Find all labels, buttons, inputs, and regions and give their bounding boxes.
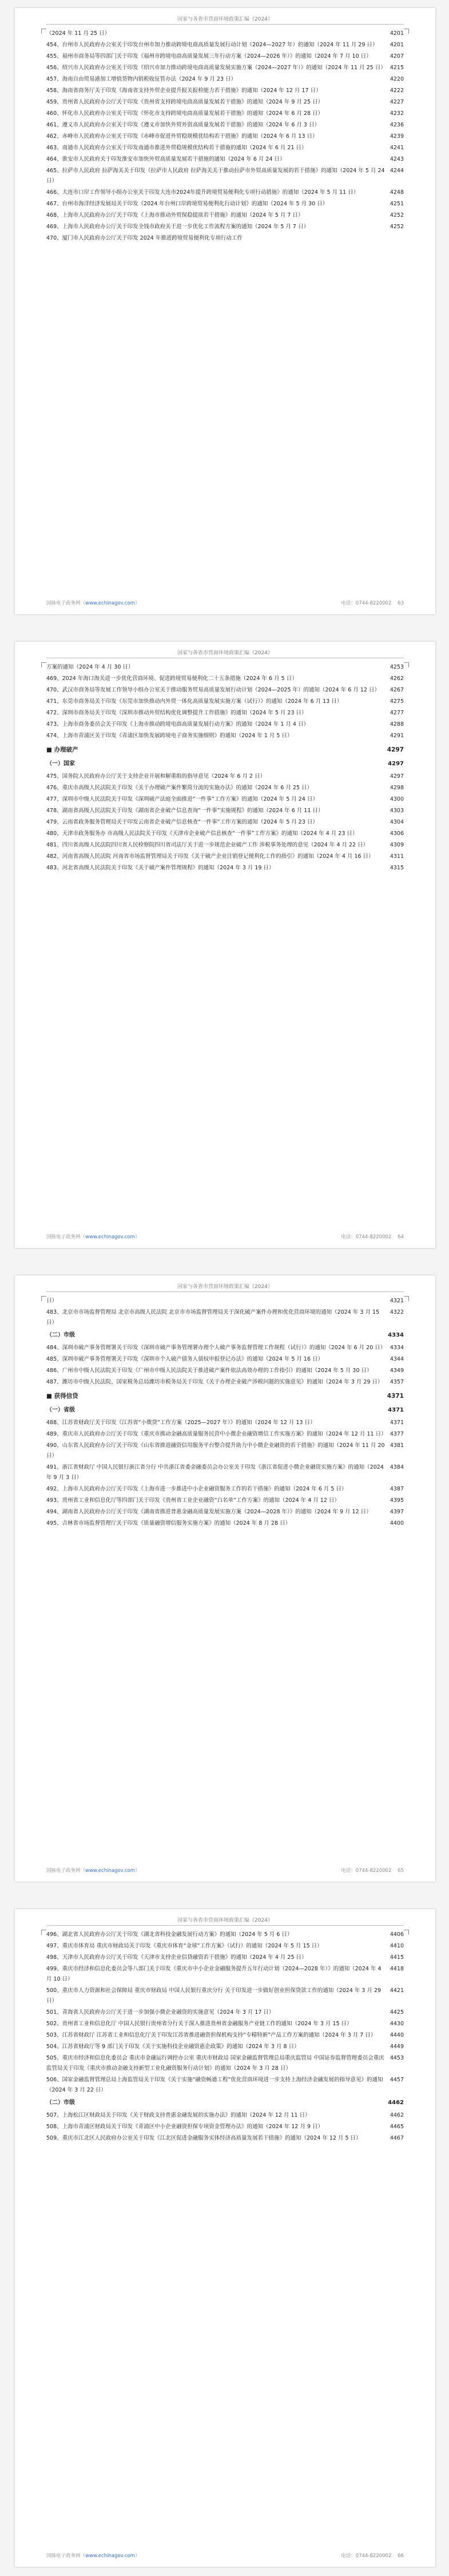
toc-entry-title: 505、重庆市经济和信息化委员会 重庆市金融运行调控办公室 重庆市财政局 国家金融监督管理总局重庆监管局 中国证券监督管理委员会重庆监管局关于印发《重庆市推动金融支持新型工业化融资服务行动计划》的通知（2024 年 3 月 28 日） (46, 2055, 384, 2072)
toc-entry[interactable] (46, 863, 404, 873)
toc-entry[interactable] (46, 1377, 404, 1388)
toc-page-number: 4371 (387, 1393, 404, 1400)
toc-entry-title: 467、台州市海洋经济发展局关于印发《2024 年台州口岸跨境贸易便利化行动计划》的通知（2024 年 5 月 30 日） (46, 201, 328, 207)
toc-entry[interactable] (46, 840, 404, 850)
toc-entry-title: （二）市级 (46, 1332, 75, 1338)
toc-entry-title: 500、重庆市人力资源和社会保障局 重庆市财政局 中国人民银行重庆分行 关于印发进一步做好创业担保贷款工作的通知（2024 年 3 月 29 日） (46, 1987, 382, 2004)
footer-link[interactable]: www.echinagov.com (85, 601, 135, 606)
toc-entry[interactable] (46, 1930, 404, 1940)
toc-entry[interactable] (46, 1354, 404, 1365)
toc-entry[interactable] (46, 222, 404, 232)
toc-entry[interactable] (46, 188, 404, 198)
toc-entry-title: 494、湖南省人民政府办公厅关于印发《湖南省推进普惠金融高质量发展实施方案（2024—2028 年）》的通知（2024 年 9 月 12 日） (46, 1509, 372, 1515)
toc-entry-title: 492、上海市人民政府办公厅关于印发《上海市进一步推进中小企业融资服务工作的若干措施》的通知（2024 年 6 月 5 日） (46, 1486, 347, 1492)
toc-entry[interactable] (46, 1343, 404, 1353)
toc-page-number: 4462 (390, 2112, 404, 2118)
toc-entry-title: 476、重庆市高级人民法院关于印发《关于办理破产案件繁简分流的实施办法》的通知（2024 年 6 月 25 日） (46, 785, 313, 791)
toc-page-number: 4344 (390, 1356, 404, 1362)
toc-page-number: 4277 (390, 710, 404, 716)
toc-entry[interactable] (46, 40, 404, 50)
corner-mark (41, 1296, 46, 1301)
toc-entry-title: 464、淮安市人民政府关于印发淮安市加快外贸高质量发展若干措施的通知（2024 年 6 月 24 日） (46, 156, 285, 162)
toc-entry-title: 504、江苏省财政厅等 9 部门关于印发《关于实施科技企业融资惠企政策》的通知（2024 年 3 月 8 日） (46, 2044, 300, 2050)
corner-mark (404, 29, 409, 34)
toc-entry-title: 473、上海市商务委员会关于印发《上海市推动跨境电商高质量发展行动方案》的通知（2024 年 1 月 4 日） (46, 721, 309, 728)
toc-entry[interactable] (46, 794, 404, 805)
toc-entry[interactable] (46, 1366, 404, 1376)
toc-page-number: 4371 (388, 1407, 404, 1413)
toc-entry[interactable] (46, 132, 404, 142)
page-header: 国家与各省市营商环境政策汇编（2024） (177, 1284, 273, 1290)
toc-entry[interactable] (46, 1418, 404, 1428)
header-divider (46, 1291, 404, 1292)
toc-page-number: 4253 (390, 664, 404, 670)
page-header: 国家与各省市营商环境政策汇编（2024） (177, 1918, 273, 1923)
toc-page-number: 4410 (390, 1943, 404, 1949)
toc-page-number: 4465 (390, 2124, 404, 2130)
toc-page-number: 4415 (390, 1954, 404, 1961)
toc-entry[interactable] (46, 97, 404, 108)
toc-page-number: 4334 (388, 1332, 404, 1338)
toc-entry[interactable] (46, 1496, 404, 1506)
toc-page-number: 4248 (390, 189, 404, 196)
toc-entry[interactable] (46, 817, 404, 828)
toc-page-number: 4462 (388, 2100, 404, 2106)
toc-entry-title: 503、江苏省财政厅 江苏省工业和信息化厅关于印发江苏省推进融资担保机构支持“专精特新”产品工作方案的通知（2024 年 3 月 7 日） (46, 2032, 376, 2038)
toc-entry[interactable] (46, 1441, 404, 1461)
toc-section-heading[interactable] (46, 744, 404, 756)
toc-page-number: 4311 (390, 853, 404, 860)
toc-entry[interactable] (46, 1518, 404, 1529)
toc-entry-title: 479、云南省政务服务管理局关于印发云南省企业破产信息核查“一件事”工作方案的通知（2024 年 5 月 23 日） (46, 819, 318, 825)
toc-entry[interactable] (46, 2019, 404, 2029)
toc-entry-title: 460、怀化市人民政府办公室关于印发《怀化市支持跨境电商高质量发展若干措施》的通知（2024 年 6 月 28 日） (46, 110, 324, 117)
footer-link[interactable]: www.echinagov.com (85, 1868, 135, 1874)
toc-entry-title: 466、大连市口岸工作领导小组办公室关于印发大连市2024年提升跨境贸易便利化专项行动措施》的通知（2024 年 5 月 11 日） (46, 189, 359, 196)
toc-entry-title: 485、深圳市破产事务管理署关于印发《深圳市个人破产债务人债权申报登记办法》的通知（2024 年 5 月 16 日） (46, 1356, 324, 1362)
toc-page-number: 4397 (390, 1509, 404, 1515)
toc-entry-title: （2024 年 11 月 25 日） (46, 30, 110, 37)
toc-entry[interactable] (46, 829, 404, 839)
toc-entry-title: 454、台州市人民政府办公室关于印发台州市加力推动跨境电商高质量发展行动计划（2024—2027 年）的通知（2024 年 11 月 29 日） (46, 42, 378, 48)
toc-entry[interactable] (46, 731, 404, 741)
toc-entry[interactable] (46, 772, 404, 782)
toc-entry[interactable] (46, 143, 404, 153)
toc-entry[interactable] (46, 29, 404, 39)
toc-page-number: 4244 (390, 168, 404, 174)
footer-phone: 电话：0744-8220002 65 (341, 1868, 404, 1874)
document-page (15, 1909, 435, 2567)
toc-entry-title: 469、2024 年海口海关进一步优化营商环境、促进跨境贸易便利化二十五条措施（2024 年 6 月 5 日） (46, 675, 297, 682)
toc-page-number: 4440 (390, 2032, 404, 2038)
corner-mark (404, 1930, 409, 1935)
toc-entry[interactable] (46, 2110, 404, 2121)
toc-page-number: 4430 (390, 2021, 404, 2027)
toc-subsection-heading[interactable] (46, 1405, 404, 1416)
toc-page-number: 4384 (390, 1464, 404, 1470)
toc-entry-title: 457、海南自由贸易港加工增值货物内销税收征管办法（2024 年 9 月 23 日） (46, 76, 237, 82)
toc-entry[interactable] (46, 63, 404, 73)
toc-entry[interactable] (46, 1941, 404, 1951)
toc-entry[interactable] (46, 2030, 404, 2041)
footer-source: 国脉电子政务网（www.echinagov.com） (46, 1234, 140, 1240)
toc-list (46, 662, 404, 874)
toc-entry-title: 469、上海市人民政府办公厅关于印发全钱市政府关于进一步优化工作流程方案的通知（2024 年 5 月 7 日） (46, 224, 309, 230)
toc-entry-title: 458、海南省商务厅关于印发《海南省支持外贸企业提升报关报检能力若干措施》的通知（2024 年 12 月 17 日） (46, 88, 321, 94)
page-footer (46, 2552, 404, 2559)
toc-page-number: 4297 (388, 761, 404, 767)
corner-mark (41, 1930, 46, 1935)
toc-page-number: 4222 (390, 88, 404, 94)
toc-entry-title: 462、赤峰市人民政府办公室关于印发《赤峰市促进外贸稳规模优结构若干措施》的通知（2024 年 6 月 13 日） (46, 133, 318, 140)
toc-entry-title: 484、深圳市破产事务管理署关于印发《深圳市破产事务管理署办理个人破产事务监督管理工作规程（试行）》的通知（2024 年 6 月 20 日） (46, 1345, 386, 1351)
toc-entry[interactable] (46, 2007, 404, 2018)
document-page (15, 8, 435, 614)
toc-page-number: 4236 (390, 122, 404, 128)
toc-entry-title: 501、青海省人民政府办公厅关于进一步加强小微企业融资的实施意见（2024 年 3 月 17 日） (46, 2009, 275, 2016)
page-number: 63 (398, 601, 404, 606)
toc-entry-title: 507、上海松江区财政局关于印发《关于财政支持普惠金融发展的实施办法》的通知（2024 年 12 月 11 日） (46, 2112, 311, 2118)
footer-link[interactable]: www.echinagov.com (85, 2553, 135, 2559)
toc-entry[interactable] (46, 708, 404, 718)
footer-phone: 电话：0744-8220002 63 (341, 601, 404, 606)
toc-entry-title: 459、贵州省人民政府办公厅关于印发《贵州省支持跨境电商高质量发展若干措施》的通知（2024 年 9 月 25 日） (46, 99, 324, 105)
toc-entry[interactable] (46, 1484, 404, 1494)
toc-entry-title: 488、江苏省财政厅关于印发《江苏省“小微贷”工作方案（2025—2027 年）》的通知（2024 年 12 月 13 日） (46, 1420, 316, 1426)
toc-page-number: 4406 (390, 1931, 404, 1938)
toc-page-number: 4275 (390, 698, 404, 705)
toc-page-number: 4252 (390, 224, 404, 230)
toc-entry[interactable] (46, 233, 404, 244)
toc-page-number: 4252 (390, 212, 404, 218)
toc-entry[interactable] (46, 154, 404, 165)
toc-page-number: 4453 (390, 2055, 404, 2061)
toc-page-number: 4400 (390, 1520, 404, 1526)
toc-entry[interactable] (46, 852, 404, 862)
toc-page-number: 4288 (390, 721, 404, 728)
toc-page-number: 4371 (390, 1420, 404, 1426)
toc-page-number: 4418 (390, 1966, 404, 1972)
toc-page-number: 4262 (390, 675, 404, 682)
toc-entry-title: 487、潍坊市中级人民法院、国家税务总局潍坊市税务局关于印发《关于办理企业破产涉税问题的实施意见》的通知（2024 年 3 月 29 日） (46, 1379, 383, 1385)
toc-page-number: 4334 (390, 1345, 404, 1351)
toc-entry[interactable] (46, 1986, 404, 2006)
footer-link[interactable]: www.echinagov.com (85, 1234, 135, 1240)
footer-phone: 电话：0744-8220002 64 (341, 1234, 404, 1240)
toc-entry[interactable] (46, 166, 404, 186)
toc-entry-title: 502、贵州省工业和信息化厅 中国人民银行贵州省分行关于深入推进贵州省金融服务产业链工作的通知（2024 年 3 月 15 日） (46, 2021, 352, 2027)
toc-entry-title: 506、国家金融监督管理总局上海监管局关于印发《关于实施“融资畅通工程”优化营商环境进一步支持上海经济金融发展的指导意见》的通知（2024 年 3 月 22 日） (46, 2077, 383, 2093)
toc-entry-title: 480、天津市政务服务办 市高级人民法院关于印发《天津市企业破产信息核查“一件事”工作方案》的通知（2024 年 4 月 23 日） (46, 830, 358, 837)
corner-mark (404, 1296, 409, 1301)
toc-entry[interactable] (46, 662, 404, 673)
footer-source: 国脉电子政务网（www.echinagov.com） (46, 1868, 140, 1874)
toc-entry-title: 463、南通市人民政府办公室关于印发南通市推进外贸稳规模优结构若干措施的通知（2024 年 6 月 21 日） (46, 145, 307, 151)
toc-entry-title: 509、重庆市江北区人民政府办公室关于印发《江北区促进金融服务实体经济高质量发展若干措施》的通知（2024 年 12 月 5 日） (46, 2135, 361, 2141)
toc-entry[interactable] (46, 1307, 404, 1328)
toc-entry-title: 483、河北省高级人民法院关于印发《关于破产案件管理规程》的通知（2024 年 3 月 19 日） (46, 865, 275, 871)
toc-entry[interactable] (46, 697, 404, 707)
page-header: 国家与各省市营商环境政策汇编（2024） (177, 650, 273, 656)
toc-entry-title: 497、重庆市体育局 重庆市财政局关于印发《重庆市体育“金球”工作方案》（试行）的通知（2024 年 5 月 15 日） (46, 1943, 323, 1949)
toc-entry-title: 478、湖南省高级人民法院关于印发《湖南省企业破产信息查询“一件事”实施规程》的通知（2024 年 6 月 11 日） (46, 808, 324, 814)
toc-page-number: 4251 (390, 201, 404, 207)
toc-entry[interactable] (46, 1462, 404, 1483)
toc-entry-title: （二）市级 (46, 2100, 75, 2106)
page-header: 国家与各省市营商环境政策汇编（2024） (177, 17, 273, 22)
footer-source: 国脉电子政务网（www.echinagov.com） (46, 601, 140, 606)
toc-entry-title: ■ 获得信贷 (46, 1393, 78, 1400)
toc-page-number: 4395 (390, 1497, 404, 1504)
toc-entry-title: 489、重庆市人民政府办公厅关于印发《重庆市推动金融高质量服务民营中小微企业融资增信工作实施方案》的通知（2024 年 12 月 11 日） (46, 1431, 387, 1437)
toc-list (46, 29, 404, 245)
document-page (15, 642, 435, 1248)
toc-page-number: 4243 (390, 156, 404, 162)
toc-entry-title: 455、福州市商务局等四部门关于印发《福州市跨境电商高质量发展三年行动方案（2024—2026 年）》的通知（2024 年 7 月 10 日） (46, 53, 372, 59)
toc-page-number: 4297 (387, 746, 404, 753)
toc-entry[interactable] (46, 2053, 404, 2074)
toc-entry-title: 498、天津市人民政府办公厅关于印发《天津市支持企业信贷融资若干措施》的通知（2024 年 4 月 25 日） (46, 1954, 307, 1961)
toc-entry-title: 499、重庆市经济和信息化委员会等八部门关于印发《重庆市中小企业金融服务提升五年行动计划（2024—2028 年）》的通知（2024 年 4 月 10 日） (46, 1966, 382, 1982)
toc-page-number: 4291 (390, 733, 404, 739)
toc-page-number: 4300 (390, 796, 404, 802)
toc-page-number: 4227 (390, 99, 404, 105)
toc-page-number: 4357 (390, 1379, 404, 1385)
toc-entry-title: 475、国务院人民政府办公厅关于支持企业开展和解重组的指导意见（2024 年 6 月 2 日） (46, 773, 265, 780)
toc-entry[interactable] (46, 674, 404, 684)
toc-subsection-heading[interactable] (46, 758, 404, 770)
toc-page-number: 4349 (390, 1367, 404, 1374)
header-divider (46, 24, 404, 25)
toc-entry[interactable] (46, 199, 404, 209)
toc-entry[interactable] (46, 109, 404, 119)
toc-entry-title: （一）国家 (46, 761, 75, 767)
footer-phone: 电话：0744-8220002 66 (341, 2553, 404, 2559)
toc-entry[interactable] (46, 74, 404, 85)
toc-entry-title: 491、浙江省财政厅 中国人民银行浙江省分行 中共浙江省委金融委员会办公室关于印发《浙江省促进小微企业融资实施方案》的通知（2024 年 9 月 3 日） (46, 1464, 384, 1481)
toc-page-number: 4298 (390, 785, 404, 791)
toc-entry[interactable] (46, 120, 404, 130)
toc-page-number: 4297 (390, 773, 404, 780)
toc-entry-title: 482、河南省高级人民法院 河南省市场监督管理局关于印发《关于破产企业注销登记便利化工作的指引》的通知（2024 年 4 月 16 日） (46, 853, 374, 860)
toc-entry-title: 470、厦门市人民政府办公厅关于印发 2024 年推进跨境贸易便利化专项行动工作 (46, 235, 243, 241)
toc-page-number: 4215 (390, 65, 404, 71)
corner-mark (41, 29, 46, 34)
toc-entry[interactable] (46, 51, 404, 62)
toc-subsection-heading[interactable] (46, 2097, 404, 2109)
toc-page-number: 4457 (390, 2077, 404, 2083)
toc-entry-title: 508、上海市青浦区财政局关于印发《青浦区中小企业融资担保专项资金管理办法》的通知（2024 年 12 月 9 日） (46, 2124, 324, 2130)
toc-page-number: 4449 (390, 2044, 404, 2050)
toc-section-heading[interactable] (46, 1390, 404, 1402)
toc-page-number: 4421 (390, 1987, 404, 1994)
toc-entry-title: 496、湖北省人民政府办公厅关于印发《湖北省科技金融发展行动方案》的通知（2024 年 5 月 6 日） (46, 1931, 293, 1938)
toc-page-number: 4232 (390, 110, 404, 117)
toc-entry[interactable] (46, 1964, 404, 1985)
toc-page-number: 4201 (390, 42, 404, 48)
toc-list (46, 1930, 404, 2145)
page-number: 66 (398, 2553, 404, 2559)
page-footer (46, 1867, 404, 1874)
toc-entry[interactable] (46, 719, 404, 730)
toc-entry[interactable] (46, 2122, 404, 2132)
toc-entry-title: 477、深圳市中级人民法院关于印发《深圳破产法庭全面推进“一件事”工作方案》的通知（2024 年 5 月 24 日） (46, 796, 318, 802)
toc-page-number: 4387 (390, 1486, 404, 1492)
toc-entry-title: 465、拉萨市人民政府 拉萨海关关于印发《拉萨市人民政府 拉萨海关关于推动拉萨市外贸高质量发展的若干措施》的通知（2024 年 5 月 24 日） (46, 168, 385, 184)
page-number: 64 (398, 1234, 404, 1240)
toc-entry-title: 日） (46, 1298, 58, 1304)
toc-page-number: 4377 (390, 1431, 404, 1437)
toc-entry[interactable] (46, 210, 404, 221)
toc-page-number: 4267 (390, 687, 404, 693)
toc-entry[interactable] (46, 1429, 404, 1440)
toc-entry[interactable] (46, 1507, 404, 1517)
toc-page-number: 4304 (390, 819, 404, 825)
page-number: 65 (398, 1868, 404, 1874)
toc-entry-title: 474、上海市青浦区关于印发《青浦区加快发展跨境电子商务实施细则》的通知（2024 年 1 月 5 日） (46, 733, 293, 739)
toc-entry[interactable] (46, 1953, 404, 1963)
toc-entry-title: 方案的通知（2024 年 4 月 30 日） (46, 664, 134, 670)
toc-entry-title: 456、绍兴市人民政府办公室关于印发《绍兴市加力推动跨境电商高质量发展实施方案（2024—2027 年）》的通知（2024 年 11 月 25 日） (46, 65, 386, 71)
toc-page-number: 4201 (390, 30, 404, 37)
toc-list (46, 1296, 404, 1530)
toc-entry[interactable] (46, 806, 404, 816)
toc-entry-title: 471、东莞市商务局关于印发《东莞市加快推动内外贸一体化高质量发展实施方案（试行）》的通知（2024 年 6 月 13 日） (46, 698, 343, 705)
toc-entry-title: 490、山东省人民政府办公厅关于印发《山东省推进融资信用服务平台整合提升助力中小微企业融资的若干措施》的通知（2024 年 11 月 20 日） (46, 1442, 385, 1459)
toc-page-number: 4306 (390, 830, 404, 837)
toc-entry-title: （一）省级 (46, 1407, 75, 1413)
toc-page-number: 4467 (390, 2135, 404, 2141)
toc-entry-title: 481、四川省高级人民法院四川省人民检察院四川省司法厅关于进一步规范企业破产工作 涉税事务处理的意见（2024 年 4 月 22 日） (46, 842, 369, 848)
toc-page-number: 4322 (390, 1309, 404, 1315)
toc-entry-title: 486、广州市中级人民法院关于印发《广州市中级人民法院关于推进破产案件依法高效办理的工作指引》的通知（2024 年 5 月 30 日） (46, 1367, 372, 1374)
toc-entry-title: 495、吉林省市场监督管理厅关于印发《质量融资增信服务实施方案》的通知（2024 年 8 月 28 日） (46, 1520, 291, 1526)
toc-entry-title: 472、深圳市商务局关于印发《深圳市推动外贸结构优化调整提升工作措施》的通知（2024 年 5 月 23 日） (46, 710, 307, 716)
page-footer (46, 1233, 404, 1240)
toc-entry[interactable] (46, 1296, 404, 1306)
toc-page-number: 4321 (390, 1298, 404, 1304)
toc-page-number: 4303 (390, 808, 404, 814)
toc-page-number: 4315 (390, 865, 404, 871)
toc-entry-title: 470、武汉市商务局等发展工作领导小组办公室关于推动服务贸易高质量发展行动计划（2024—2025 年）的通知（2024 年 6 月 12 日） (46, 687, 380, 693)
toc-page-number: 4425 (390, 2009, 404, 2016)
toc-subsection-heading[interactable] (46, 1330, 404, 1341)
toc-page-number: 4220 (390, 76, 404, 82)
toc-entry-title: ■ 办理破产 (46, 746, 78, 753)
toc-page-number: 4239 (390, 133, 404, 140)
toc-entry-title: 493、贵州省工业和信息化厅等四部门关于印发《贵州省工业企业融资“白名单”工作方案》的通知（2024 年 4 月 12 日） (46, 1497, 340, 1504)
corner-mark (41, 662, 46, 667)
page-footer (46, 599, 404, 606)
document-page (15, 1275, 435, 1882)
toc-page-number: 4309 (390, 842, 404, 848)
toc-entry[interactable] (46, 783, 404, 793)
toc-page-number: 4381 (390, 1442, 404, 1449)
toc-entry-title: 461、遵义市人民政府办公室关于印发《遵义市加快外贸外资高质量发展若干措施》的通知（2024 年 6 月 3 日） (46, 122, 320, 128)
corner-mark (404, 662, 409, 667)
toc-page-number: 4241 (390, 145, 404, 151)
toc-entry[interactable] (46, 2075, 404, 2096)
toc-entry-title: 468、上海市人民政府办公厅关于印发《上海市推动外贸保稳提质若干措施》的通知（2024 年 5 月 7 日） (46, 212, 304, 218)
toc-entry[interactable] (46, 2042, 404, 2052)
toc-entry-title: 483、北京市市场监督管理局 北京市高级人民法院 北京市市场监督管理局关于深化破产案件办理和优化营商环境的通知（2024 年 3 月 15 日） (46, 1309, 380, 1326)
header-divider (46, 1925, 404, 1926)
toc-entry[interactable] (46, 2133, 404, 2144)
toc-entry[interactable] (46, 685, 404, 695)
toc-entry[interactable] (46, 86, 404, 96)
toc-page-number: 4207 (390, 53, 404, 59)
footer-source: 国脉电子政务网（www.echinagov.com） (46, 2553, 140, 2559)
